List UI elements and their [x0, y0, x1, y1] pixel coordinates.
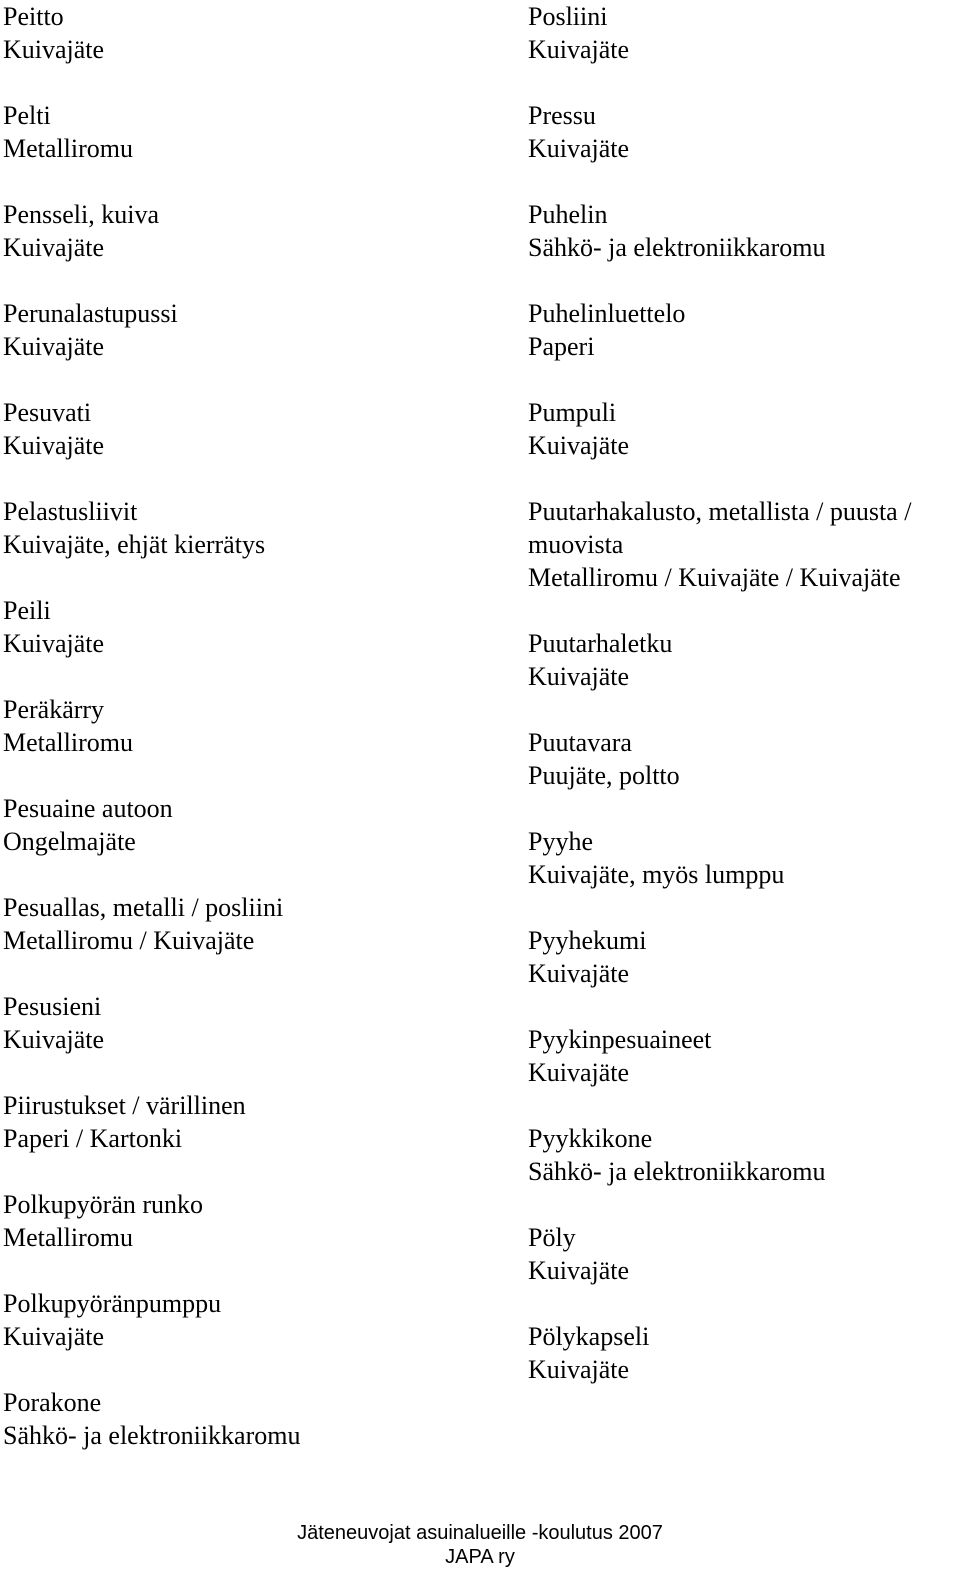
- item-category: Kuivajäte: [3, 332, 105, 361]
- item-name: Pesuallas, metalli / posliini: [3, 893, 284, 922]
- item-name: Polkupyörän runko: [3, 1190, 204, 1219]
- list-item: [528, 495, 953, 594]
- list-item: [528, 0, 953, 66]
- item-category: Kuivajäte: [3, 1025, 105, 1054]
- item-name: Piirustukset / värillinen: [3, 1091, 246, 1120]
- item-name: Peitto: [3, 2, 64, 31]
- list-item: [3, 495, 513, 561]
- item-name: Puutarhakalusto, metallista / puusta / muovista: [528, 497, 912, 559]
- list-item: [3, 693, 513, 759]
- item-category: Sähkö- ja elektroniikkaromu: [528, 1157, 826, 1186]
- list-item: [528, 396, 953, 462]
- item-category: Metalliromu: [3, 728, 133, 757]
- item-category: Sähkö- ja elektroniikkaromu: [528, 233, 826, 262]
- list-item: [3, 198, 513, 264]
- item-category: Paperi / Kartonki: [3, 1124, 183, 1153]
- item-name: Polkupyöränpumppu: [3, 1289, 222, 1318]
- item-name: Pesuvati: [3, 398, 92, 427]
- list-item: [3, 0, 513, 66]
- list-item: [528, 1221, 953, 1287]
- item-name: Pelti: [3, 101, 51, 130]
- item-category: Metalliromu / Kuivajäte / Kuivajäte: [528, 563, 901, 592]
- list-item: [528, 198, 953, 264]
- item-category: Kuivajäte: [3, 1322, 105, 1351]
- list-item: [528, 99, 953, 165]
- item-name: Peili: [3, 596, 51, 625]
- list-item: [3, 1089, 513, 1155]
- item-name: Puutarhaletku: [528, 629, 673, 658]
- item-category: Kuivajäte, myös lumppu: [528, 860, 785, 889]
- list-item: [528, 1122, 953, 1188]
- item-name: Pyykinpesuaineet: [528, 1025, 712, 1054]
- item-name: Pyyhe: [528, 827, 593, 856]
- item-name: Perunalastupussi: [3, 299, 178, 328]
- item-category: Kuivajäte: [528, 1058, 630, 1087]
- item-category: Kuivajäte: [528, 959, 630, 988]
- item-category: Kuivajäte: [528, 1256, 630, 1285]
- item-category: Metalliromu: [3, 134, 133, 163]
- item-name: Pesuaine autoon: [3, 794, 173, 823]
- item-category: Kuivajäte: [528, 1355, 630, 1384]
- list-item: [528, 1023, 953, 1089]
- item-category: Kuivajäte: [528, 35, 630, 64]
- list-item: [528, 825, 953, 891]
- item-name: Pelastusliivit: [3, 497, 138, 526]
- item-name: Pressu: [528, 101, 596, 130]
- item-name: Puutavara: [528, 728, 632, 757]
- item-category: Kuivajäte: [3, 233, 105, 262]
- item-name: Pyykkikone: [528, 1124, 653, 1153]
- list-item: [3, 99, 513, 165]
- right-column: [528, 0, 953, 1419]
- item-category: Kuivajäte: [528, 134, 630, 163]
- item-name: Posliini: [528, 2, 608, 31]
- item-name: Pölykapseli: [528, 1322, 650, 1351]
- list-item: [3, 1386, 513, 1452]
- list-item: [528, 1320, 953, 1386]
- item-name: Pensseli, kuiva: [3, 200, 159, 229]
- item-name: Pumpuli: [528, 398, 617, 427]
- item-category: Kuivajäte: [3, 431, 105, 460]
- item-name: Puhelin: [528, 200, 608, 229]
- item-name: Porakone: [3, 1388, 102, 1417]
- list-item: [3, 1188, 513, 1254]
- list-item: [3, 891, 513, 957]
- item-category: Kuivajäte: [528, 662, 630, 691]
- list-item: [528, 726, 953, 792]
- list-item: [3, 1287, 513, 1353]
- item-category: Kuivajäte: [528, 431, 630, 460]
- list-item: [528, 924, 953, 990]
- item-name: Pöly: [528, 1223, 576, 1252]
- item-category: Kuivajäte: [3, 629, 105, 658]
- footer-line-course: Jäteneuvojat asuinalueille -koulutus 2007: [297, 1522, 663, 1544]
- list-item: [3, 297, 513, 363]
- item-category: Paperi: [528, 332, 595, 361]
- item-category: Metalliromu: [3, 1223, 133, 1252]
- list-item: [3, 396, 513, 462]
- item-name: Pyyhekumi: [528, 926, 647, 955]
- item-category: Ongelmajäte: [3, 827, 136, 856]
- list-item: [3, 594, 513, 660]
- list-item: [3, 792, 513, 858]
- item-name: Peräkärry: [3, 695, 105, 724]
- item-name: Puhelinluettelo: [528, 299, 686, 328]
- list-item: [528, 627, 953, 693]
- left-column: [3, 0, 513, 1485]
- list-item: [528, 297, 953, 363]
- item-name: Pesusieni: [3, 992, 102, 1021]
- item-category: Sähkö- ja elektroniikkaromu: [3, 1421, 301, 1450]
- item-category: Puujäte, poltto: [528, 761, 680, 790]
- item-category: Kuivajäte, ehjät kierrätys: [3, 530, 266, 559]
- item-category: Kuivajäte: [3, 35, 105, 64]
- page-footer: [0, 1521, 960, 1569]
- item-category: Metalliromu / Kuivajäte: [3, 926, 255, 955]
- footer-line-organization: JAPA ry: [445, 1546, 515, 1568]
- list-item: [3, 990, 513, 1056]
